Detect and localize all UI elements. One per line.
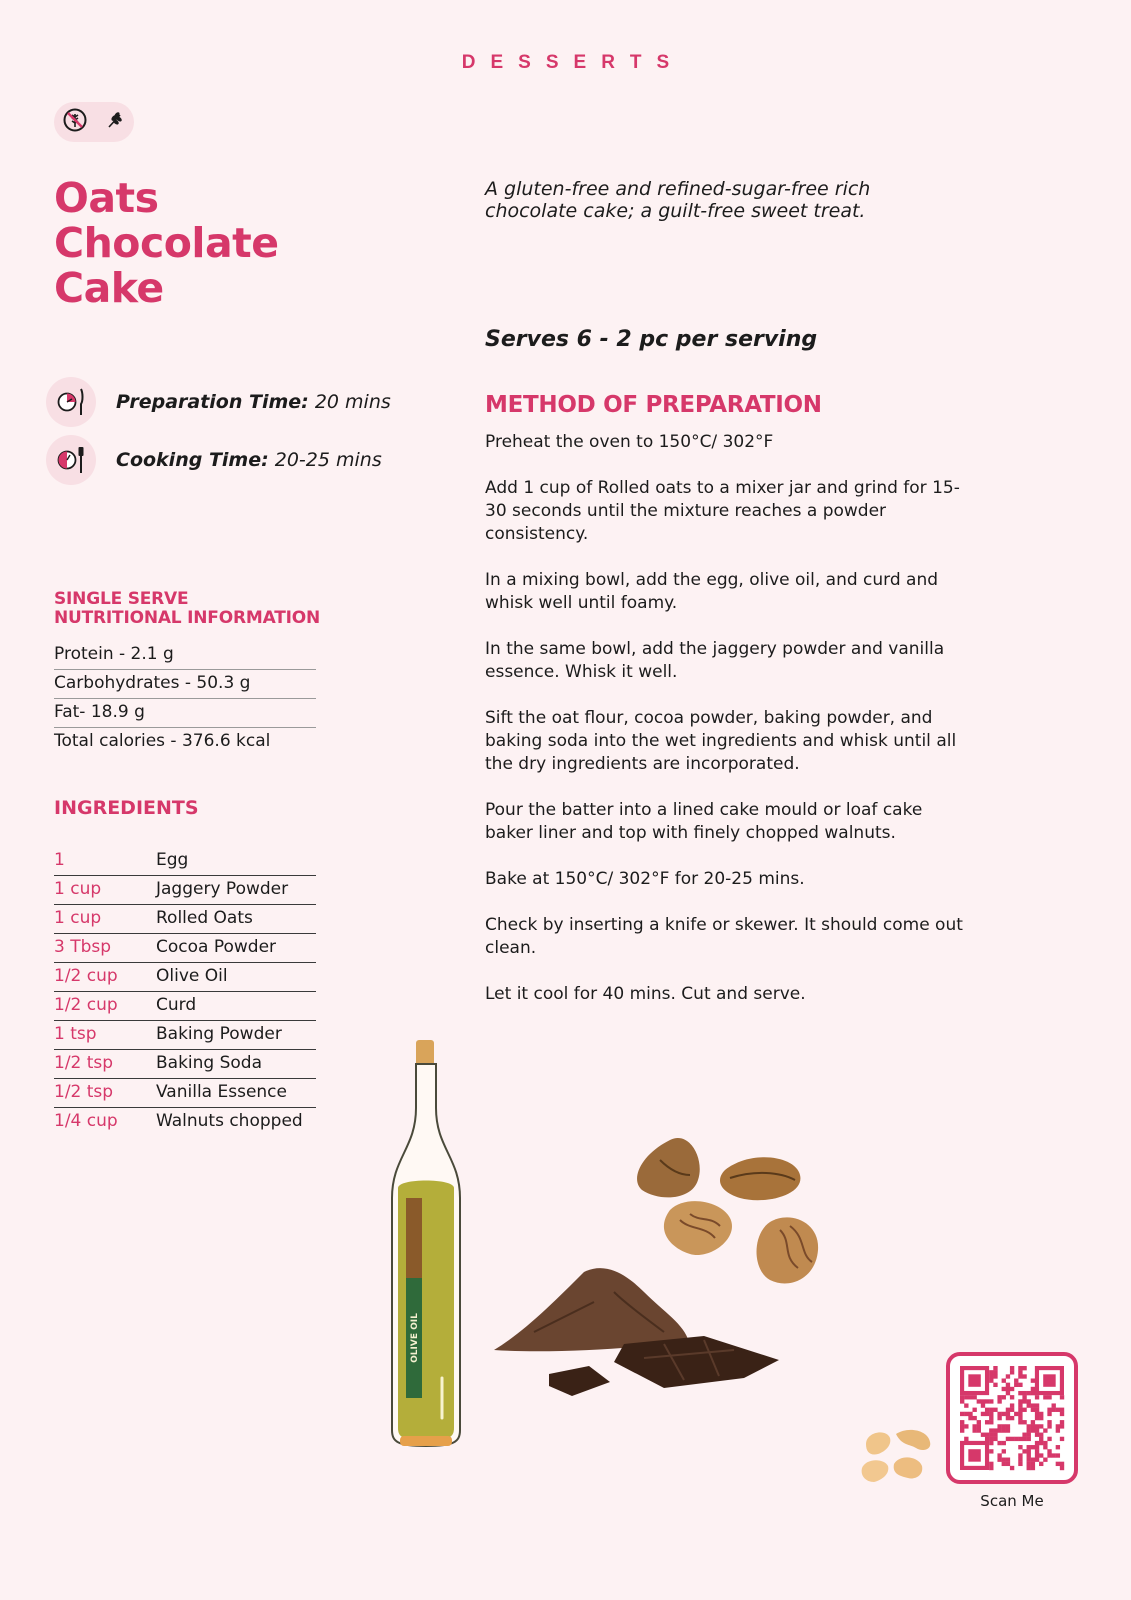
nutrition-heading (54, 590, 320, 628)
category-heading: DESSERTS (461, 52, 685, 73)
ingredient-name: Vanilla Essence (156, 1082, 287, 1102)
ingredient-qty: 1/4 cup (54, 1111, 118, 1131)
ingredient-row (54, 992, 316, 1021)
ingredients-table (54, 847, 316, 1136)
bottle-label: OLIVE OIL (410, 1313, 420, 1363)
no-gluten-icon (62, 107, 88, 137)
method-step: Pour the batter into a lined cake mould or loaf cake baker liner and top with finely chopped walnuts. (485, 800, 923, 843)
cook-time-label: Cooking Time: (116, 449, 269, 471)
timer-knife-icon (46, 377, 96, 427)
prep-time-label: Preparation Time: (116, 391, 309, 413)
servings-info: Serves 6 - 2 pc per serving (485, 327, 818, 352)
method-heading: METHOD OF PREPARATION (485, 392, 822, 418)
ingredient-row (54, 1108, 316, 1136)
nutrition-list (54, 641, 316, 756)
cook-time-value: 20-25 mins (274, 449, 382, 471)
ingredient-qty: 1/2 cup (54, 966, 118, 986)
recipe-tagline: A gluten-free and refined-sugar-free rich chocolate cake; a guilt-free sweet treat. (485, 178, 871, 222)
ingredient-name: Curd (156, 995, 197, 1015)
qr-code[interactable] (946, 1352, 1078, 1484)
nutrition-item: Fat- 18.9 g (54, 699, 316, 728)
method-step: Let it cool for 40 mins. Cut and serve. (485, 984, 806, 1004)
method-step: Add 1 cup of Rolled oats to a mixer jar and grind for 15-30 seconds until the mixture reaches a powder consistency. (485, 478, 960, 544)
ingredient-name: Baking Soda (156, 1053, 263, 1073)
ingredient-qty: 1/2 tsp (54, 1053, 114, 1073)
method-step: Check by inserting a knife or skewer. It should come out clean. (485, 915, 963, 958)
prep-time-row (46, 377, 391, 427)
ingredient-qty: 1 cup (54, 908, 102, 928)
cashews-illustration (856, 1424, 946, 1490)
method-step: In the same bowl, add the jaggery powder and vanilla essence. Whisk it well. (485, 639, 945, 682)
ingredient-qty: 1/2 cup (54, 995, 118, 1015)
method-step: Bake at 150°C/ 302°F for 20-25 mins. (485, 869, 805, 889)
nutrition-item: Carbohydrates - 50.3 g (54, 670, 316, 699)
ingredient-name: Jaggery Powder (156, 879, 289, 899)
ingredient-qty: 1 (54, 850, 65, 870)
prep-time-text (116, 391, 391, 413)
ingredient-row (54, 905, 316, 934)
ingredient-name: Egg (156, 850, 189, 870)
nutrition-item: Total calories - 376.6 kcal (54, 731, 271, 751)
ingredient-name: Walnuts chopped (156, 1111, 303, 1131)
recipe-title (54, 176, 279, 311)
title-line: Cake (54, 264, 164, 312)
cook-time-row (46, 435, 382, 485)
ingredient-name: Olive Oil (156, 966, 228, 986)
diet-badges (54, 102, 134, 142)
qr-code-icon (950, 1356, 1074, 1480)
cocoa-chocolate-illustration (494, 1262, 784, 1414)
method-step: Preheat the oven to 150°C/ 302°F (485, 432, 774, 452)
ingredient-row (54, 1079, 316, 1108)
nutrition-heading-line: NUTRITIONAL INFORMATION (54, 608, 321, 628)
ingredient-name: Baking Powder (156, 1024, 282, 1044)
ingredient-name: Cocoa Powder (156, 937, 277, 957)
prep-time-value: 20 mins (314, 391, 391, 413)
ingredient-row (54, 963, 316, 992)
grain-icon (104, 109, 126, 135)
cook-time-text (116, 449, 382, 471)
ingredient-row (54, 1050, 316, 1079)
ingredient-qty: 3 Tbsp (54, 937, 112, 957)
olive-oil-bottle-illustration (386, 1038, 466, 1454)
ingredient-row (54, 876, 316, 905)
nutrition-item: Protein - 2.1 g (54, 641, 316, 670)
ingredients-heading: INGREDIENTS (54, 797, 199, 819)
ingredient-name: Rolled Oats (156, 908, 253, 928)
nutrition-heading-line: SINGLE SERVE (54, 589, 189, 609)
method-step: Sift the oat flour, cocoa powder, baking powder, and baking soda into the wet ingredients and whisk until all the dry ingredients are incorporated. (485, 708, 957, 774)
ingredient-qty: 1 tsp (54, 1024, 97, 1044)
method-step: In a mixing bowl, add the egg, olive oil, and curd and whisk well until foamy. (485, 570, 939, 613)
ingredient-row (54, 1021, 316, 1050)
ingredient-row (54, 847, 316, 876)
title-line: Chocolate (54, 219, 279, 267)
ingredient-qty: 1 cup (54, 879, 102, 899)
method-steps (485, 431, 975, 1029)
title-line: Oats (54, 174, 159, 222)
ingredient-row (54, 934, 316, 963)
timer-spatula-icon (46, 435, 96, 485)
scan-me-label: Scan Me (980, 1492, 1044, 1510)
ingredient-qty: 1/2 tsp (54, 1082, 114, 1102)
